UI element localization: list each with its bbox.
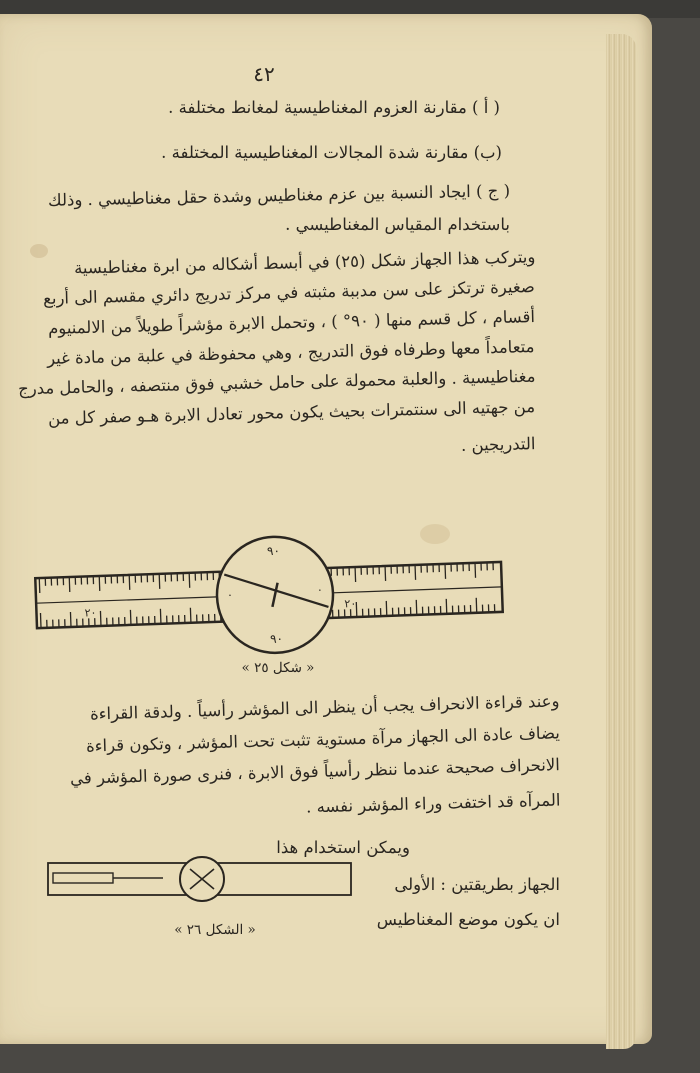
para1-line: مغناطيسية . والعلبة محمولة على حامل خشبي فوق منتصفه ، والحامل مدرج <box>17 366 536 399</box>
scale-tick <box>476 598 477 613</box>
scale-tick <box>130 610 131 625</box>
item-a: ( أ ) مقارنة العزوم المغناطيسية لمغانط مختلفة . <box>168 98 500 117</box>
scale-tick <box>129 575 130 590</box>
scale-tick <box>475 563 476 578</box>
figure-25-caption: « شكل ٢٥ » <box>241 660 315 676</box>
scale-tick <box>69 577 70 592</box>
scale-tick <box>70 612 71 627</box>
scale-label-left: ٢٠ <box>84 606 97 620</box>
scale-tick <box>39 578 40 593</box>
scale-tick <box>445 564 446 579</box>
dial-label-top: ٩٠ <box>266 543 281 559</box>
para3-line: ويمكن استخدام هذا <box>276 838 410 857</box>
dial-label-right: ٠ <box>316 583 324 597</box>
fig26-magnet <box>53 873 113 883</box>
scale-tick <box>100 611 101 626</box>
para1-line: متعامداً معها وطرفاه فوق التدريج ، وهي محفوظة في علبة من مادة غير <box>47 337 536 368</box>
scale-tick <box>385 566 386 581</box>
scale-tick <box>190 608 191 623</box>
figure-26-caption: « الشكل ٢٦ » <box>174 922 256 938</box>
figure-25 <box>30 525 510 665</box>
right-scale-midline <box>322 587 502 593</box>
item-b: (ب) مقارنة شدة المجالات المغناطيسية المختلفة . <box>161 143 502 162</box>
item-c: ( ج ) ايجاد النسبة بين عزم مغناطيس وشدة حقل مغناطيسي . وذلك <box>47 181 511 210</box>
stain <box>30 244 48 258</box>
scale-tick <box>415 565 416 580</box>
para1-line: التدريجين . <box>460 434 536 455</box>
scale-label-right: ٢٠ <box>344 596 357 611</box>
scale-tick <box>416 600 417 615</box>
dial-label-bottom: ٩٠ <box>269 631 284 647</box>
para2-line: وعند قراءة الانحراف يجب أن ينظر الى المؤشر رأسياً . ولدقة القراءة <box>90 691 561 724</box>
para3-line: الجهاز بطريقتين : الأولى <box>394 875 560 894</box>
item-c-cont: باستخدام المقياس المغناطيسي . <box>285 215 510 234</box>
scale-tick <box>160 609 161 624</box>
page-edges <box>606 34 636 1049</box>
dial-label-left: ٠ <box>226 588 234 602</box>
scale-tick <box>355 567 356 582</box>
figure-26 <box>45 855 360 905</box>
scale-tick <box>40 613 41 628</box>
para1-line: صغيرة ترتكز على سن مدببة مثبته في مركز تدريج دائري مقسم الى أربع <box>42 276 536 309</box>
scale-tick <box>189 573 190 588</box>
scale-tick <box>159 574 160 589</box>
para2-line: المرآه قد اختفت وراء المؤشر نفسه . <box>305 790 561 817</box>
para3-line: ان يكون موضع المغناطيس <box>376 910 560 929</box>
para1-line: أقسام ، كل قسم منها ( ٩٠° ) ، وتحمل الابرة مؤشراً طويلاً من الالمنيوم <box>47 307 536 338</box>
para2-line: الانحراف صحيحة عندما ننظر رأسياً فوق الابرة ، فنرى صورة المؤشر في <box>69 755 561 788</box>
para1-line: من جهتيه الى سنتمترات بحيث يكون محور تعادل الابرة هـو صفر كل من <box>47 397 536 428</box>
scale-tick <box>446 599 447 614</box>
left-scale-midline <box>36 596 228 603</box>
para1-line: ويتركب هذا الجهاز شكل (٢٥) في أبسط أشكاله من ابرة مغناطيسية <box>73 247 536 278</box>
para2-line: يضاف عادة الى الجهاز مرآة مستوية تثبت تحت المؤشر ، وتكون قراءة <box>85 723 561 756</box>
scale-tick <box>386 601 387 616</box>
page-number: ٤٢ <box>253 62 275 86</box>
scale-tick <box>99 576 100 591</box>
